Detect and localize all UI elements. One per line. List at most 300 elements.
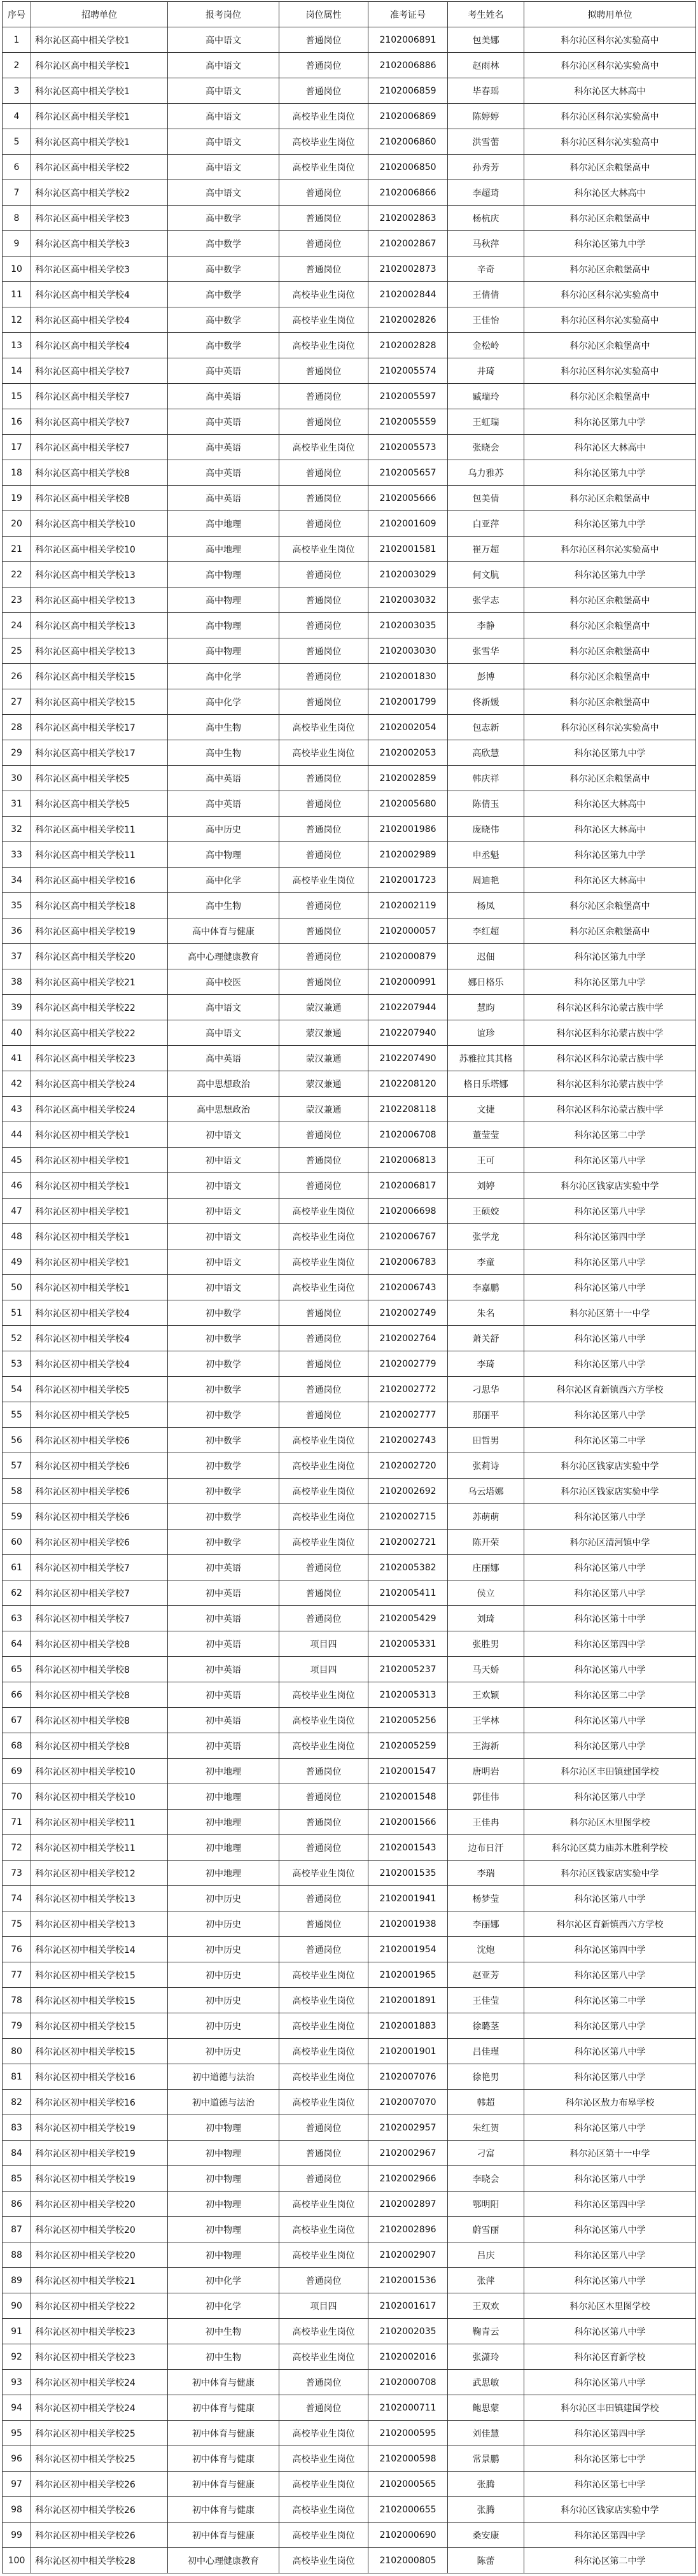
cell-employer: 科尔沁区高中相关学校3 — [31, 257, 168, 282]
cell-seq: 46 — [3, 1173, 31, 1199]
cell-employer: 科尔沁区高中相关学校4 — [31, 307, 168, 333]
cell-position: 初中生物 — [168, 2344, 279, 2370]
cell-seq: 93 — [3, 2370, 31, 2395]
table-row — [3, 1530, 696, 1555]
cell-candidate-name: 李瑞 — [448, 1861, 524, 1886]
cell-employer: 科尔沁区高中相关学校4 — [31, 333, 168, 358]
cell-ticket-number: 2102208118 — [368, 1097, 448, 1122]
cell-position: 初中历史 — [168, 2039, 279, 2064]
cell-position: 初中英语 — [168, 1631, 279, 1657]
cell-position-type: 普通岗位 — [279, 460, 368, 486]
cell-assigned-school: 科尔沁区第九中学 — [524, 944, 696, 969]
cell-assigned-school: 科尔沁区第十中学 — [524, 1606, 696, 1631]
cell-seq: 18 — [3, 460, 31, 486]
cell-ticket-number: 2102006783 — [368, 1249, 448, 1275]
cell-seq: 33 — [3, 842, 31, 868]
cell-candidate-name: 佟新媛 — [448, 689, 524, 715]
cell-assigned-school: 科尔沁区第八中学 — [524, 1886, 696, 1911]
cell-candidate-name: 慧昀 — [448, 995, 524, 1020]
cell-assigned-school: 科尔沁区第九中学 — [524, 511, 696, 537]
cell-position-type: 高校毕业生岗位 — [279, 2548, 368, 2573]
cell-ticket-number: 2102002743 — [368, 1428, 448, 1453]
cell-assigned-school: 科尔沁区第九中学 — [524, 740, 696, 766]
cell-seq: 87 — [3, 2217, 31, 2242]
table-row — [3, 613, 696, 638]
cell-seq: 44 — [3, 1122, 31, 1148]
cell-seq: 38 — [3, 969, 31, 995]
cell-assigned-school: 科尔沁区大林高中 — [524, 791, 696, 817]
cell-seq: 57 — [3, 1453, 31, 1479]
cell-position: 初中历史 — [168, 1911, 279, 1937]
cell-position-type: 普通岗位 — [279, 1580, 368, 1606]
table-row — [3, 409, 696, 435]
cell-seq: 98 — [3, 2497, 31, 2523]
cell-ticket-number: 2102005574 — [368, 358, 448, 384]
cell-candidate-name: 桑安康 — [448, 2523, 524, 2548]
cell-position-type: 高校毕业生岗位 — [279, 2013, 368, 2039]
table-row — [3, 918, 696, 944]
cell-candidate-name: 杨梦莹 — [448, 1886, 524, 1911]
cell-ticket-number: 2102002967 — [368, 2141, 448, 2166]
cell-assigned-school: 科尔沁区大林高中 — [524, 78, 696, 104]
cell-candidate-name: 韩庆祥 — [448, 766, 524, 791]
cell-seq: 1 — [3, 27, 31, 53]
cell-employer: 科尔沁区初中相关学校1 — [31, 1148, 168, 1173]
cell-position: 初中地理 — [168, 1835, 279, 1861]
cell-assigned-school: 科尔沁区第八中学 — [524, 2370, 696, 2395]
cell-candidate-name: 徐璐茎 — [448, 2013, 524, 2039]
cell-candidate-name: 吕庆 — [448, 2242, 524, 2268]
table-row — [3, 1326, 696, 1351]
cell-position-type: 普通岗位 — [279, 689, 368, 715]
cell-position-type: 高校毕业生岗位 — [279, 1428, 368, 1453]
cell-ticket-number: 2102001566 — [368, 1810, 448, 1835]
cell-assigned-school: 科尔沁区第四中学 — [524, 1224, 696, 1249]
cell-assigned-school: 科尔沁区科尔沁蒙古族中学 — [524, 995, 696, 1020]
cell-candidate-name: 文捷 — [448, 1097, 524, 1122]
cell-seq: 42 — [3, 1071, 31, 1097]
cell-candidate-name: 李红超 — [448, 918, 524, 944]
cell-ticket-number: 2102001941 — [368, 1886, 448, 1911]
table-row — [3, 2217, 696, 2242]
cell-employer: 科尔沁区高中相关学校17 — [31, 740, 168, 766]
cell-seq: 58 — [3, 1479, 31, 1504]
cell-position-type: 普通岗位 — [279, 2115, 368, 2141]
cell-ticket-number: 2102001617 — [368, 2293, 448, 2319]
cell-position-type: 高校毕业生岗位 — [279, 2090, 368, 2115]
cell-position-type: 高校毕业生岗位 — [279, 740, 368, 766]
cell-position: 初中语文 — [168, 1199, 279, 1224]
cell-employer: 科尔沁区初中相关学校25 — [31, 2446, 168, 2472]
cell-employer: 科尔沁区初中相关学校7 — [31, 1606, 168, 1631]
cell-candidate-name: 娜日格乐 — [448, 969, 524, 995]
cell-candidate-name: 金松岭 — [448, 333, 524, 358]
cell-ticket-number: 2102002779 — [368, 1351, 448, 1377]
cell-seq: 51 — [3, 1300, 31, 1326]
table-row — [3, 2013, 696, 2039]
cell-position: 初中物理 — [168, 2141, 279, 2166]
table-row — [3, 842, 696, 868]
cell-position-type: 高校毕业生岗位 — [279, 1530, 368, 1555]
cell-assigned-school: 科尔沁区余粮堡高中 — [524, 333, 696, 358]
cell-seq: 27 — [3, 689, 31, 715]
cell-candidate-name: 刘佳慧 — [448, 2421, 524, 2446]
cell-position: 初中语文 — [168, 1249, 279, 1275]
table-row — [3, 2064, 696, 2090]
cell-employer: 科尔沁区高中相关学校1 — [31, 78, 168, 104]
table-row — [3, 588, 696, 613]
cell-employer: 科尔沁区初中相关学校26 — [31, 2472, 168, 2497]
table-row — [3, 1071, 696, 1097]
cell-employer: 科尔沁区初中相关学校4 — [31, 1326, 168, 1351]
cell-assigned-school: 科尔沁区科尔沁蒙古族中学 — [524, 1046, 696, 1071]
cell-ticket-number: 2102207944 — [368, 995, 448, 1020]
cell-position: 初中化学 — [168, 2268, 279, 2293]
cell-candidate-name: 王倩倩 — [448, 282, 524, 307]
cell-assigned-school: 科尔沁区第八中学 — [524, 2166, 696, 2192]
cell-position: 高中化学 — [168, 664, 279, 689]
cell-ticket-number: 2102002720 — [368, 1453, 448, 1479]
cell-position-type: 高校毕业生岗位 — [279, 2319, 368, 2344]
cell-position-type: 高校毕业生岗位 — [279, 1733, 368, 1759]
table-row — [3, 1504, 696, 1530]
cell-employer: 科尔沁区高中相关学校1 — [31, 53, 168, 78]
cell-position: 初中英语 — [168, 1733, 279, 1759]
cell-assigned-school: 科尔沁区钱家店实验中学 — [524, 1453, 696, 1479]
cell-assigned-school: 科尔沁区大林高中 — [524, 435, 696, 460]
cell-assigned-school: 科尔沁区大林高中 — [524, 868, 696, 893]
cell-ticket-number: 2102001799 — [368, 689, 448, 715]
cell-position: 高中数学 — [168, 231, 279, 257]
cell-position: 高中校医 — [168, 969, 279, 995]
cell-employer: 科尔沁区初中相关学校19 — [31, 2166, 168, 2192]
cell-seq: 96 — [3, 2446, 31, 2472]
cell-seq: 32 — [3, 817, 31, 842]
table-row — [3, 995, 696, 1020]
cell-employer: 科尔沁区初中相关学校20 — [31, 2217, 168, 2242]
cell-candidate-name: 刘琦 — [448, 1606, 524, 1631]
cell-candidate-name: 李超琦 — [448, 180, 524, 206]
cell-position: 高中语文 — [168, 1020, 279, 1046]
cell-position: 高中英语 — [168, 358, 279, 384]
cell-assigned-school: 科尔沁区第九中学 — [524, 969, 696, 995]
cell-position: 初中英语 — [168, 1555, 279, 1580]
table-row — [3, 791, 696, 817]
cell-employer: 科尔沁区高中相关学校13 — [31, 638, 168, 664]
cell-seq: 92 — [3, 2344, 31, 2370]
cell-ticket-number: 2102005313 — [368, 1682, 448, 1708]
cell-employer: 科尔沁区初中相关学校14 — [31, 1937, 168, 1962]
cell-candidate-name: 李童 — [448, 1249, 524, 1275]
table-row — [3, 1580, 696, 1606]
cell-seq: 61 — [3, 1555, 31, 1580]
cell-position-type: 普通岗位 — [279, 358, 368, 384]
cell-position: 高中物理 — [168, 638, 279, 664]
cell-candidate-name: 谊珍 — [448, 1020, 524, 1046]
cell-position-type: 普通岗位 — [279, 257, 368, 282]
cell-candidate-name: 乌力雅苏 — [448, 460, 524, 486]
table-row — [3, 1453, 696, 1479]
cell-position: 初中语文 — [168, 1173, 279, 1199]
cell-position-type: 高校毕业生岗位 — [279, 2039, 368, 2064]
cell-position: 初中数学 — [168, 1351, 279, 1377]
cell-assigned-school: 科尔沁区第八中学 — [524, 1657, 696, 1682]
table-row — [3, 1835, 696, 1861]
cell-candidate-name: 张萍 — [448, 2268, 524, 2293]
cell-ticket-number: 2102001883 — [368, 2013, 448, 2039]
cell-candidate-name: 刁富 — [448, 2141, 524, 2166]
cell-candidate-name: 苏雅拉其其格 — [448, 1046, 524, 1071]
cell-assigned-school: 科尔沁区第九中学 — [524, 562, 696, 588]
cell-employer: 科尔沁区高中相关学校15 — [31, 664, 168, 689]
cell-position-type: 高校毕业生岗位 — [279, 537, 368, 562]
table-row — [3, 1810, 696, 1835]
cell-assigned-school: 科尔沁区科尔沁实验高中 — [524, 27, 696, 53]
cell-assigned-school: 科尔沁区科尔沁实验高中 — [524, 129, 696, 155]
cell-employer: 科尔沁区高中相关学校11 — [31, 842, 168, 868]
cell-employer: 科尔沁区高中相关学校1 — [31, 104, 168, 129]
cell-ticket-number: 2102001723 — [368, 868, 448, 893]
cell-employer: 科尔沁区初中相关学校6 — [31, 1453, 168, 1479]
cell-position-type: 普通岗位 — [279, 1937, 368, 1962]
cell-candidate-name: 张潇玲 — [448, 2344, 524, 2370]
table-row — [3, 231, 696, 257]
table-row — [3, 511, 696, 537]
cell-assigned-school: 科尔沁区第十一中学 — [524, 1300, 696, 1326]
cell-employer: 科尔沁区初中相关学校7 — [31, 1555, 168, 1580]
cell-ticket-number: 2102002859 — [368, 766, 448, 791]
cell-candidate-name: 王海新 — [448, 1733, 524, 1759]
cell-candidate-name: 张雪华 — [448, 638, 524, 664]
cell-employer: 科尔沁区高中相关学校20 — [31, 944, 168, 969]
table-row — [3, 257, 696, 282]
cell-candidate-name: 臧瑞玲 — [448, 384, 524, 409]
cell-seq: 88 — [3, 2242, 31, 2268]
cell-assigned-school: 科尔沁区余粮堡高中 — [524, 613, 696, 638]
cell-seq: 95 — [3, 2421, 31, 2446]
cell-assigned-school: 科尔沁区第八中学 — [524, 1708, 696, 1733]
cell-position-type: 普通岗位 — [279, 1911, 368, 1937]
cell-position-type: 普通岗位 — [279, 486, 368, 511]
cell-candidate-name: 张学龙 — [448, 1224, 524, 1249]
cell-position: 初中道德与法治 — [168, 2090, 279, 2115]
cell-seq: 64 — [3, 1631, 31, 1657]
cell-candidate-name: 庄丽娜 — [448, 1555, 524, 1580]
cell-position: 初中物理 — [168, 2242, 279, 2268]
cell-position: 初中体育与健康 — [168, 2370, 279, 2395]
cell-position: 高中语文 — [168, 995, 279, 1020]
table-row — [3, 307, 696, 333]
table-row — [3, 1377, 696, 1402]
cell-candidate-name: 张腾 — [448, 2497, 524, 2523]
cell-position-type: 普通岗位 — [279, 1148, 368, 1173]
cell-position-type: 普通岗位 — [279, 1810, 368, 1835]
cell-position: 高中思想政治 — [168, 1071, 279, 1097]
cell-position-type: 普通岗位 — [279, 180, 368, 206]
cell-position: 初中数学 — [168, 1428, 279, 1453]
cell-seq: 25 — [3, 638, 31, 664]
table-row — [3, 1199, 696, 1224]
cell-position: 高中英语 — [168, 435, 279, 460]
cell-employer: 科尔沁区高中相关学校19 — [31, 918, 168, 944]
cell-ticket-number: 2102000655 — [368, 2497, 448, 2523]
cell-position: 初中物理 — [168, 2166, 279, 2192]
cell-employer: 科尔沁区高中相关学校15 — [31, 689, 168, 715]
cell-seq: 81 — [3, 2064, 31, 2090]
cell-assigned-school: 科尔沁区丰田镇建国学校 — [524, 1759, 696, 1784]
table-row — [3, 868, 696, 893]
header-cell-ticket-number: 准考证号 — [368, 2, 448, 27]
cell-assigned-school: 科尔沁区余粮堡高中 — [524, 664, 696, 689]
cell-seq: 13 — [3, 333, 31, 358]
cell-assigned-school: 科尔沁区第二中学 — [524, 1122, 696, 1148]
cell-assigned-school: 科尔沁区育新镇西六方学校 — [524, 1911, 696, 1937]
cell-position-type: 高校毕业生岗位 — [279, 715, 368, 740]
cell-position: 初中地理 — [168, 1759, 279, 1784]
hiring-table — [2, 1, 696, 2573]
cell-candidate-name: 田哲男 — [448, 1428, 524, 1453]
table-row — [3, 689, 696, 715]
table-row — [3, 460, 696, 486]
cell-position: 初中体育与健康 — [168, 2497, 279, 2523]
cell-candidate-name: 鲍思蒙 — [448, 2395, 524, 2421]
cell-candidate-name: 杨杭庆 — [448, 206, 524, 231]
table-row — [3, 2472, 696, 2497]
cell-position: 高中英语 — [168, 460, 279, 486]
cell-assigned-school: 科尔沁区莫力庙苏木胜利学校 — [524, 1835, 696, 1861]
cell-ticket-number: 2102003032 — [368, 588, 448, 613]
cell-position-type: 项目四 — [279, 1657, 368, 1682]
cell-position-type: 普通岗位 — [279, 1173, 368, 1199]
cell-candidate-name: 郭佳伟 — [448, 1784, 524, 1810]
cell-employer: 科尔沁区初中相关学校1 — [31, 1275, 168, 1300]
cell-position: 初中数学 — [168, 1453, 279, 1479]
cell-assigned-school: 科尔沁区大林高中 — [524, 817, 696, 842]
table-row — [3, 969, 696, 995]
cell-employer: 科尔沁区高中相关学校24 — [31, 1071, 168, 1097]
cell-ticket-number: 2102000057 — [368, 918, 448, 944]
table-row — [3, 1784, 696, 1810]
cell-position-type: 普通岗位 — [279, 1606, 368, 1631]
cell-position-type: 高校毕业生岗位 — [279, 1453, 368, 1479]
cell-ticket-number: 2102207940 — [368, 1020, 448, 1046]
cell-assigned-school: 科尔沁区第二中学 — [524, 1428, 696, 1453]
cell-position: 高中体育与健康 — [168, 918, 279, 944]
cell-ticket-number: 2102006817 — [368, 1173, 448, 1199]
cell-position-type: 普通岗位 — [279, 1759, 368, 1784]
cell-position-type: 普通岗位 — [279, 2166, 368, 2192]
cell-ticket-number: 2102005237 — [368, 1657, 448, 1682]
cell-ticket-number: 2102005259 — [368, 1733, 448, 1759]
cell-ticket-number: 2102001986 — [368, 817, 448, 842]
cell-employer: 科尔沁区初中相关学校6 — [31, 1530, 168, 1555]
cell-employer: 科尔沁区初中相关学校23 — [31, 2344, 168, 2370]
cell-seq: 20 — [3, 511, 31, 537]
table-row — [3, 2192, 696, 2217]
cell-seq: 5 — [3, 129, 31, 155]
cell-ticket-number: 2102005411 — [368, 1580, 448, 1606]
cell-assigned-school: 科尔沁区育新镇西六方学校 — [524, 1377, 696, 1402]
cell-ticket-number: 2102001547 — [368, 1759, 448, 1784]
table-row — [3, 384, 696, 409]
cell-position-type: 蒙汉兼通 — [279, 1097, 368, 1122]
cell-position-type: 普通岗位 — [279, 1351, 368, 1377]
cell-position-type: 普通岗位 — [279, 511, 368, 537]
cell-employer: 科尔沁区初中相关学校19 — [31, 2115, 168, 2141]
cell-seq: 56 — [3, 1428, 31, 1453]
cell-ticket-number: 2102002054 — [368, 715, 448, 740]
cell-position-type: 蒙汉兼通 — [279, 1020, 368, 1046]
cell-position: 高中语文 — [168, 53, 279, 78]
cell-candidate-name: 赵雨林 — [448, 53, 524, 78]
cell-candidate-name: 边布日汗 — [448, 1835, 524, 1861]
cell-seq: 94 — [3, 2395, 31, 2421]
cell-position-type: 高校毕业生岗位 — [279, 2242, 368, 2268]
cell-position: 初中地理 — [168, 1810, 279, 1835]
cell-candidate-name: 陈婷婷 — [448, 104, 524, 129]
cell-seq: 45 — [3, 1148, 31, 1173]
table-row — [3, 1249, 696, 1275]
cell-position-type: 高校毕业生岗位 — [279, 2217, 368, 2242]
cell-assigned-school: 科尔沁区第八中学 — [524, 1402, 696, 1428]
cell-seq: 23 — [3, 588, 31, 613]
cell-seq: 19 — [3, 486, 31, 511]
cell-seq: 35 — [3, 893, 31, 918]
cell-assigned-school: 科尔沁区第八中学 — [524, 1275, 696, 1300]
cell-position: 高中语文 — [168, 155, 279, 180]
table-row — [3, 129, 696, 155]
table-row — [3, 766, 696, 791]
cell-position-type: 普通岗位 — [279, 27, 368, 53]
cell-seq: 63 — [3, 1606, 31, 1631]
cell-candidate-name: 苏萌萌 — [448, 1504, 524, 1530]
cell-candidate-name: 张晓会 — [448, 435, 524, 460]
cell-employer: 科尔沁区高中相关学校21 — [31, 969, 168, 995]
cell-candidate-name: 白亚萍 — [448, 511, 524, 537]
cell-seq: 55 — [3, 1402, 31, 1428]
cell-ticket-number: 2102003035 — [368, 613, 448, 638]
cell-position-type: 普通岗位 — [279, 78, 368, 104]
table-row — [3, 1020, 696, 1046]
cell-position-type: 普通岗位 — [279, 2268, 368, 2293]
header-cell-employer: 招聘单位 — [31, 2, 168, 27]
cell-position-type: 高校毕业生岗位 — [279, 1682, 368, 1708]
cell-seq: 73 — [3, 1861, 31, 1886]
cell-assigned-school: 科尔沁区钱家店实验中学 — [524, 1173, 696, 1199]
cell-ticket-number: 2102006860 — [368, 129, 448, 155]
cell-position: 初中体育与健康 — [168, 2523, 279, 2548]
cell-seq: 8 — [3, 206, 31, 231]
cell-position-type: 高校毕业生岗位 — [279, 868, 368, 893]
cell-position: 高中化学 — [168, 689, 279, 715]
cell-position-type: 普通岗位 — [279, 384, 368, 409]
cell-candidate-name: 包美倩 — [448, 486, 524, 511]
table-row — [3, 282, 696, 307]
table-row — [3, 1962, 696, 1988]
cell-candidate-name: 何文肮 — [448, 562, 524, 588]
cell-position-type: 普通岗位 — [279, 1784, 368, 1810]
cell-assigned-school: 科尔沁区丰田镇建国学校 — [524, 2395, 696, 2421]
cell-employer: 科尔沁区高中相关学校5 — [31, 791, 168, 817]
cell-employer: 科尔沁区高中相关学校1 — [31, 27, 168, 53]
cell-seq: 83 — [3, 2115, 31, 2141]
cell-candidate-name: 彭博 — [448, 664, 524, 689]
cell-seq: 68 — [3, 1733, 31, 1759]
table-row — [3, 664, 696, 689]
table-row — [3, 2166, 696, 2192]
table-row — [3, 562, 696, 588]
cell-assigned-school: 科尔沁区第四中学 — [524, 1937, 696, 1962]
